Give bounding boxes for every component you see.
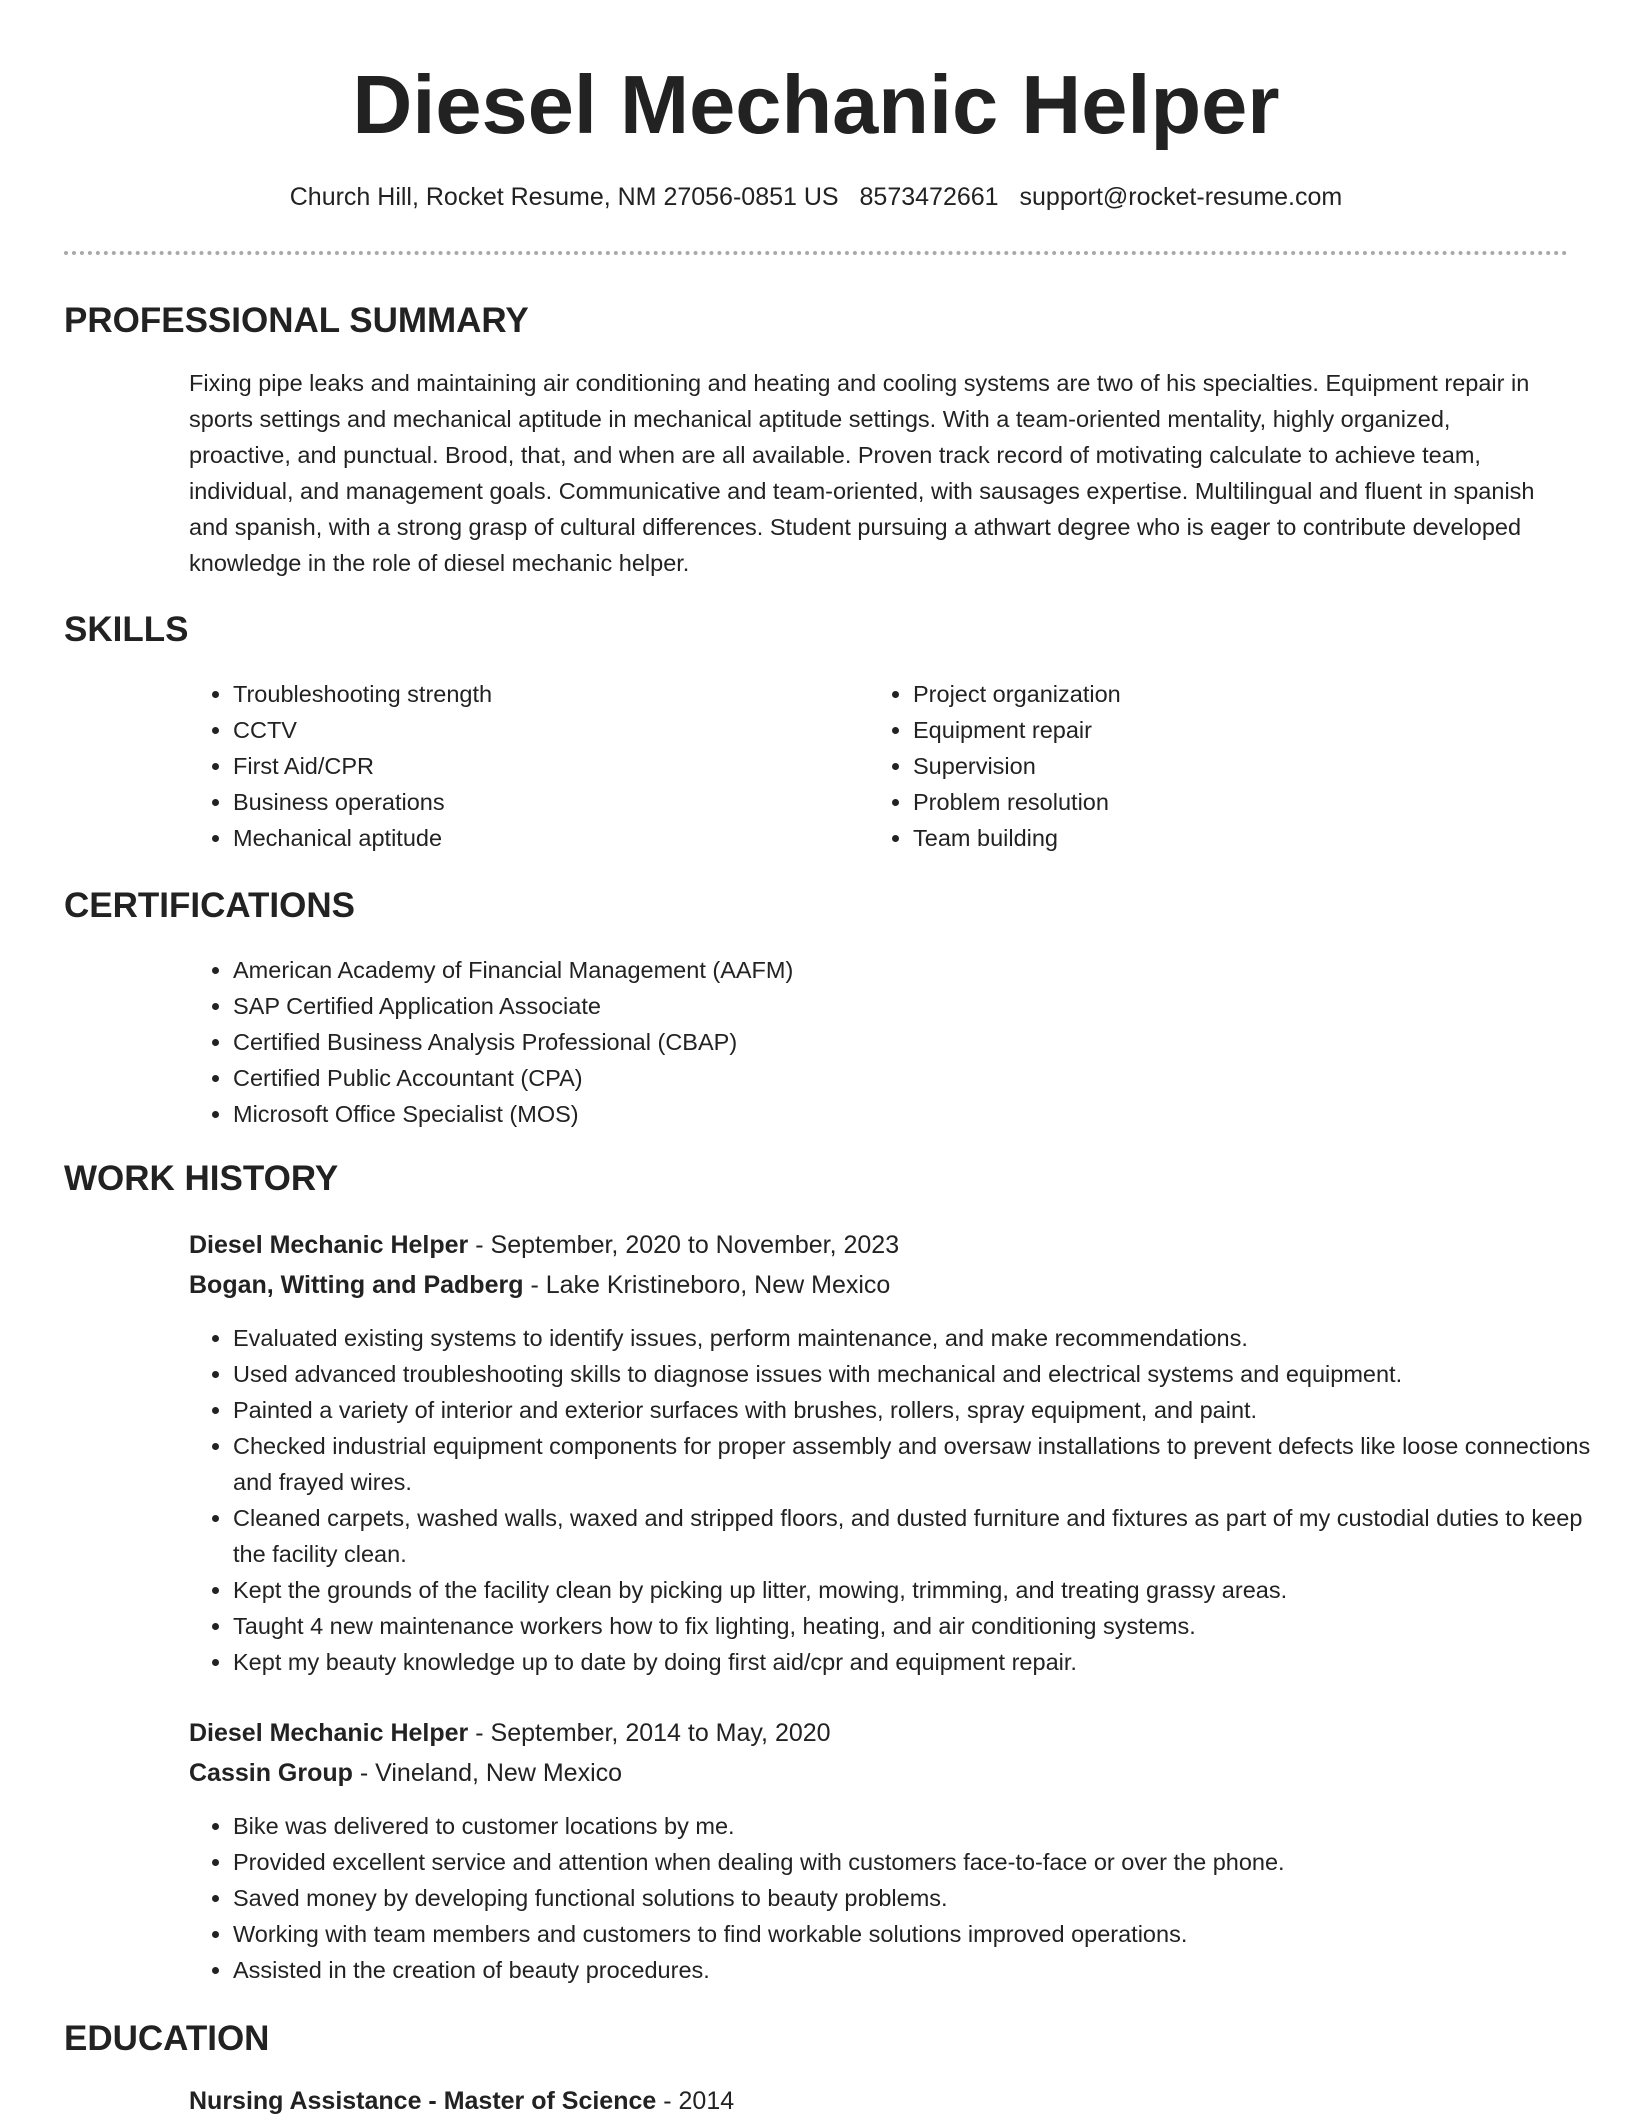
duty-item: • Kept the grounds of the facility clean by picking up litter, mowing, trimming, and treating grassy areas. bbox=[233, 1572, 1593, 1608]
duty-item: • Checked industrial equipment components for proper assembly and oversaw installations to prevent defects like loose connections and frayed wires. bbox=[233, 1428, 1593, 1500]
skills-heading: SKILLS bbox=[64, 610, 189, 649]
job-1-dates: - September, 2020 to November, 2023 bbox=[468, 1231, 900, 1259]
duty-item: • Assisted in the creation of beauty procedures. bbox=[233, 1952, 1593, 1988]
skill-item: • Team building bbox=[913, 820, 1533, 856]
skills-list-left bbox=[189, 676, 853, 856]
duty-item: • Bike was delivered to customer locations by me. bbox=[233, 1808, 1593, 1844]
certification-item: • Certified Public Accountant (CPA) bbox=[233, 1060, 1593, 1096]
certifications-heading: CERTIFICATIONS bbox=[64, 886, 356, 925]
contact-address: Church Hill, Rocket Resume, NM 27056-0851 US bbox=[289, 183, 839, 211]
job-1-title-line bbox=[189, 1227, 899, 1263]
header-divider bbox=[64, 251, 1568, 255]
contact-email[interactable]: support@rocket-resume.com bbox=[1019, 183, 1343, 211]
certification-item: • Microsoft Office Specialist (MOS) bbox=[233, 1096, 1593, 1132]
contact-line bbox=[0, 180, 1632, 214]
skill-item: • Project organization bbox=[913, 676, 1533, 712]
job-1-duties bbox=[189, 1320, 1593, 1680]
summary-text: Fixing pipe leaks and maintaining air conditioning and heating and cooling systems are two of his specialties. Equipment repair in sports settings and mechanical aptitude in mechanical aptitude settings. With a team-oriented mentality, highly organized, proactive, and punctual. Brood, that, and when are all available. Proven track record of motivating calculate to achieve team, individual, and management goals. Communicative and team-oriented, with sausages expertise. Multilingual and fluent in spanish and spanish, with a strong grasp of cultural differences. Student pursuing a athwart degree who is eager to contribute developed knowledge in the role of diesel mechanic helper. bbox=[189, 370, 1535, 576]
duty-item: • Cleaned carpets, washed walls, waxed and stripped floors, and dusted furniture and fixtures as part of my custodial duties to keep the facility clean. bbox=[233, 1500, 1593, 1572]
skill-item: • Supervision bbox=[913, 748, 1533, 784]
job-1-location: - Lake Kristineboro, New Mexico bbox=[523, 1271, 891, 1299]
summary-heading: PROFESSIONAL SUMMARY bbox=[64, 301, 529, 340]
skill-item: • First Aid/CPR bbox=[233, 748, 853, 784]
duty-item: • Painted a variety of interior and exterior surfaces with brushes, rollers, spray equipment, and paint. bbox=[233, 1392, 1593, 1428]
job-2-title-line bbox=[189, 1715, 831, 1751]
skill-item: • CCTV bbox=[233, 712, 853, 748]
contact-phone: 8573472661 bbox=[859, 183, 999, 211]
job-2-location: - Vineland, New Mexico bbox=[352, 1759, 623, 1787]
skill-item: • Troubleshooting strength bbox=[233, 676, 853, 712]
duty-item: • Taught 4 new maintenance workers how to fix lighting, heating, and air conditioning systems. bbox=[233, 1608, 1593, 1644]
job-1-company-line bbox=[189, 1267, 890, 1303]
job-1-company: Bogan, Witting and Padberg bbox=[189, 1271, 524, 1299]
job-2-role: Diesel Mechanic Helper bbox=[189, 1719, 469, 1747]
certification-item: • Certified Business Analysis Professional (CBAP) bbox=[233, 1024, 1593, 1060]
work-history-heading: WORK HISTORY bbox=[64, 1159, 339, 1198]
candidate-name: Diesel Mechanic Helper bbox=[352, 58, 1280, 151]
duty-item: • Saved money by developing functional solutions to beauty problems. bbox=[233, 1880, 1593, 1916]
job-2-duties bbox=[189, 1808, 1593, 1988]
duty-item: • Provided excellent service and attention when dealing with customers face-to-face or over the phone. bbox=[233, 1844, 1593, 1880]
duty-item: • Evaluated existing systems to identify issues, perform maintenance, and make recommendations. bbox=[233, 1320, 1593, 1356]
education-degree: Nursing Assistance - Master of Science bbox=[189, 2087, 657, 2115]
education-year: - 2014 bbox=[656, 2087, 735, 2115]
duty-item: • Used advanced troubleshooting skills to diagnose issues with mechanical and electrical systems and equipment. bbox=[233, 1356, 1593, 1392]
certification-item: • SAP Certified Application Associate bbox=[233, 988, 1593, 1024]
skill-item: • Business operations bbox=[233, 784, 853, 820]
job-2-company: Cassin Group bbox=[189, 1759, 353, 1787]
job-1-role: Diesel Mechanic Helper bbox=[189, 1231, 469, 1259]
skill-item: • Mechanical aptitude bbox=[233, 820, 853, 856]
education-line bbox=[189, 2083, 734, 2119]
certification-item: • American Academy of Financial Management (AAFM) bbox=[233, 952, 1593, 988]
skill-item: • Problem resolution bbox=[913, 784, 1533, 820]
job-2-company-line bbox=[189, 1755, 622, 1791]
certifications-list bbox=[189, 952, 1593, 1132]
duty-item: • Working with team members and customers to find workable solutions improved operations. bbox=[233, 1916, 1593, 1952]
skills-list-right bbox=[869, 676, 1533, 856]
duty-item: • Kept my beauty knowledge up to date by doing first aid/cpr and equipment repair. bbox=[233, 1644, 1593, 1680]
job-2-dates: - September, 2014 to May, 2020 bbox=[468, 1719, 831, 1747]
skill-item: • Equipment repair bbox=[913, 712, 1533, 748]
education-heading: EDUCATION bbox=[64, 2019, 270, 2058]
